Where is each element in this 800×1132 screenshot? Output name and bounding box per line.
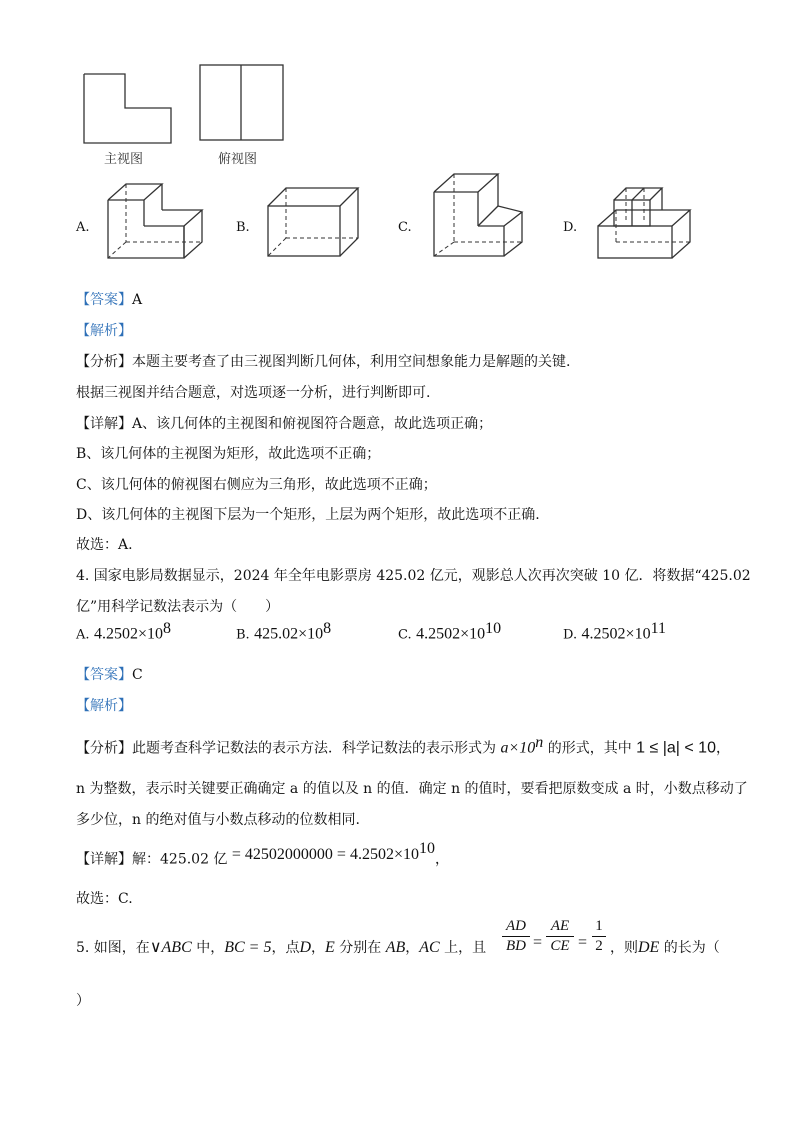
q4-fenxi-a: 此题考查科学记数法的表示方法．科学记数法的表示形式为 xyxy=(132,740,496,757)
q3-option-c-label: C. xyxy=(398,220,412,235)
q4-condition: 1 ≤ |a| < 10 xyxy=(636,739,716,757)
q3-detail-tag: 【详解】 xyxy=(76,416,132,432)
q4-answer-tag: 【答案】 xyxy=(76,667,132,683)
q3-choose: 故选：A. xyxy=(76,537,133,553)
q4-option-a[interactable] xyxy=(76,620,171,644)
q4-option-b-base: 425.02×10 xyxy=(254,625,324,643)
q4-answer-value: C xyxy=(132,667,143,683)
q4-option-d-base: 4.2502×10 xyxy=(581,625,651,643)
q5-point-d: D xyxy=(299,939,312,956)
q4-option-b[interactable] xyxy=(236,620,331,644)
q5-point-e: E xyxy=(325,939,335,956)
q4-option-d-label: D. xyxy=(563,627,578,643)
q4-option-c-base: 4.2502×10 xyxy=(416,625,486,643)
q3-detail-b: B、该几何体的主视图为矩形，故此选项不正确； xyxy=(76,446,381,462)
q5-f3-den: 2 xyxy=(595,938,603,954)
q3-option-b-label: B. xyxy=(236,220,250,235)
q3-analysis-tag: 【解析】 xyxy=(76,323,132,339)
q3-answer-value: A xyxy=(132,292,143,308)
q5-f1-bar xyxy=(502,936,530,937)
q5-pre: 5. 如图，在 xyxy=(76,940,150,956)
q3-option-c-solid xyxy=(428,170,528,260)
q4-detail-tag: 【详解】 xyxy=(76,851,132,868)
q4-fenxi-line3: 多少位，n 的绝对值与小数点移动的位数相同. xyxy=(76,812,360,828)
q5-f3-bar xyxy=(592,936,606,937)
q3-option-b-solid xyxy=(262,184,362,260)
q3-answer xyxy=(76,289,142,309)
q3-fenxi-text: 本题主要考查了由三视图判断几何体，利用空间想象能力是解题的关键. xyxy=(132,354,571,370)
q5-ac: AC xyxy=(419,939,440,956)
q4-option-b-exp: 8 xyxy=(323,620,332,637)
q3-fenxi xyxy=(76,351,570,371)
q4-fenxi-line2: n 为整数，表示时关键要正确确定 a 的值以及 n 的值．确定 n 的值时，要看把原数变成 a 时，小数点移动了 xyxy=(76,781,748,797)
q4-option-d-exp: 11 xyxy=(650,620,666,637)
q4-option-c-exp: 10 xyxy=(485,620,502,637)
q4-detail-pre: 解：425.02 亿 xyxy=(132,851,228,868)
q5-fraction-half xyxy=(592,918,606,955)
q5-f2-den: CE xyxy=(550,938,570,954)
q5-f1-den: BD xyxy=(506,938,526,954)
q4-detail-tail: ， xyxy=(434,851,449,868)
q5-de: DE xyxy=(638,939,660,956)
q3-fenxi-text2: 根据三视图并结合题意，对选项逐一分析，进行判断即可. xyxy=(76,385,431,401)
q3-answer-tag: 【答案】 xyxy=(76,292,132,308)
top-view-figure xyxy=(199,64,285,142)
q5-eq1: = xyxy=(533,934,543,951)
q5-bc: BC = 5 xyxy=(224,939,272,956)
q4-option-a-base: 4.2502×10 xyxy=(93,625,164,643)
q3-fenxi-tag: 【分析】 xyxy=(76,354,132,370)
q4-form-base: a×10 xyxy=(500,739,536,757)
q3-option-a-label: A. xyxy=(76,220,90,235)
q4-fenxi-tag: 【分析】 xyxy=(76,740,132,757)
q5-comma: ， xyxy=(311,940,326,956)
q4-fenxi-b: 的形式，其中 xyxy=(547,740,632,757)
q5-eq2: = xyxy=(578,934,588,951)
q5-f1-num: AD xyxy=(506,918,526,934)
q3-option-d-solid xyxy=(592,182,692,262)
front-view-caption: 主视图 xyxy=(104,152,144,167)
q3-detail-a xyxy=(76,413,492,433)
q4-detail xyxy=(76,840,449,869)
q5-mid3: 分别在 xyxy=(334,940,386,956)
q5-mid1: 中， xyxy=(191,940,225,956)
q4-form-exp: n xyxy=(535,734,544,751)
q4-detail-eq: = 42502000000 = 4.2502×10 xyxy=(231,845,419,863)
q4-option-b-label: B. xyxy=(236,627,250,643)
q5-tail-text: 的长为（ xyxy=(659,940,720,956)
q5-f3-num: 1 xyxy=(595,918,603,934)
q3-detail-a-text: A、该几何体的主视图和俯视图符合题意，故此选项正确； xyxy=(132,416,493,432)
q4-answer xyxy=(76,664,143,684)
q3-option-d-label: D. xyxy=(563,220,578,235)
q5-tail xyxy=(610,937,720,957)
q3-detail-c: C、该几何体的俯视图右侧应为三角形，故此选项不正确； xyxy=(76,477,437,493)
q5-mid2: ，点 xyxy=(271,940,300,956)
q5-triangle: ∨ABC xyxy=(149,939,192,956)
q5-mid4: 上，且 xyxy=(439,940,487,956)
q4-option-c[interactable] xyxy=(398,620,501,644)
q5-comma2: ， xyxy=(405,940,420,956)
front-view-figure xyxy=(83,73,173,145)
q4-choose: 故选：C. xyxy=(76,891,133,907)
q5-fraction-ae-ce xyxy=(546,918,574,955)
q4-option-a-label: A. xyxy=(76,627,90,643)
q4-detail-exp: 10 xyxy=(418,840,435,857)
q3-detail-d: D、该几何体的主视图下层为一个矩形，上层为两个矩形，故此选项不正确. xyxy=(76,507,540,523)
q5-close-paren: ） xyxy=(76,993,90,1009)
q4-fenxi-line1 xyxy=(76,734,730,758)
q4-analysis-tag: 【解析】 xyxy=(76,698,132,714)
top-view-caption: 俯视图 xyxy=(218,152,258,167)
q5-f2-bar xyxy=(546,936,574,937)
q5-f2-num: AE xyxy=(550,918,570,934)
q4-stem-line1: 4. 国家电影局数据显示，2024 年全年电影票房 425.02 亿元，观影总人次再次突破 10 亿．将数据“425.02 xyxy=(76,568,751,584)
q4-option-c-label: C. xyxy=(398,627,412,643)
q5-stem xyxy=(76,937,486,957)
q5-mid5: ，则 xyxy=(610,940,638,956)
q4-stem-line2: 亿”用科学记数法表示为（ ） xyxy=(76,599,280,615)
q4-option-d[interactable] xyxy=(563,620,666,644)
q5-ab: AB xyxy=(385,939,406,956)
q5-fraction-ad-bd xyxy=(502,918,530,955)
q4-option-a-exp: 8 xyxy=(163,620,172,637)
q3-option-a-solid xyxy=(100,182,210,262)
q4-cond-tail: ， xyxy=(715,740,730,757)
